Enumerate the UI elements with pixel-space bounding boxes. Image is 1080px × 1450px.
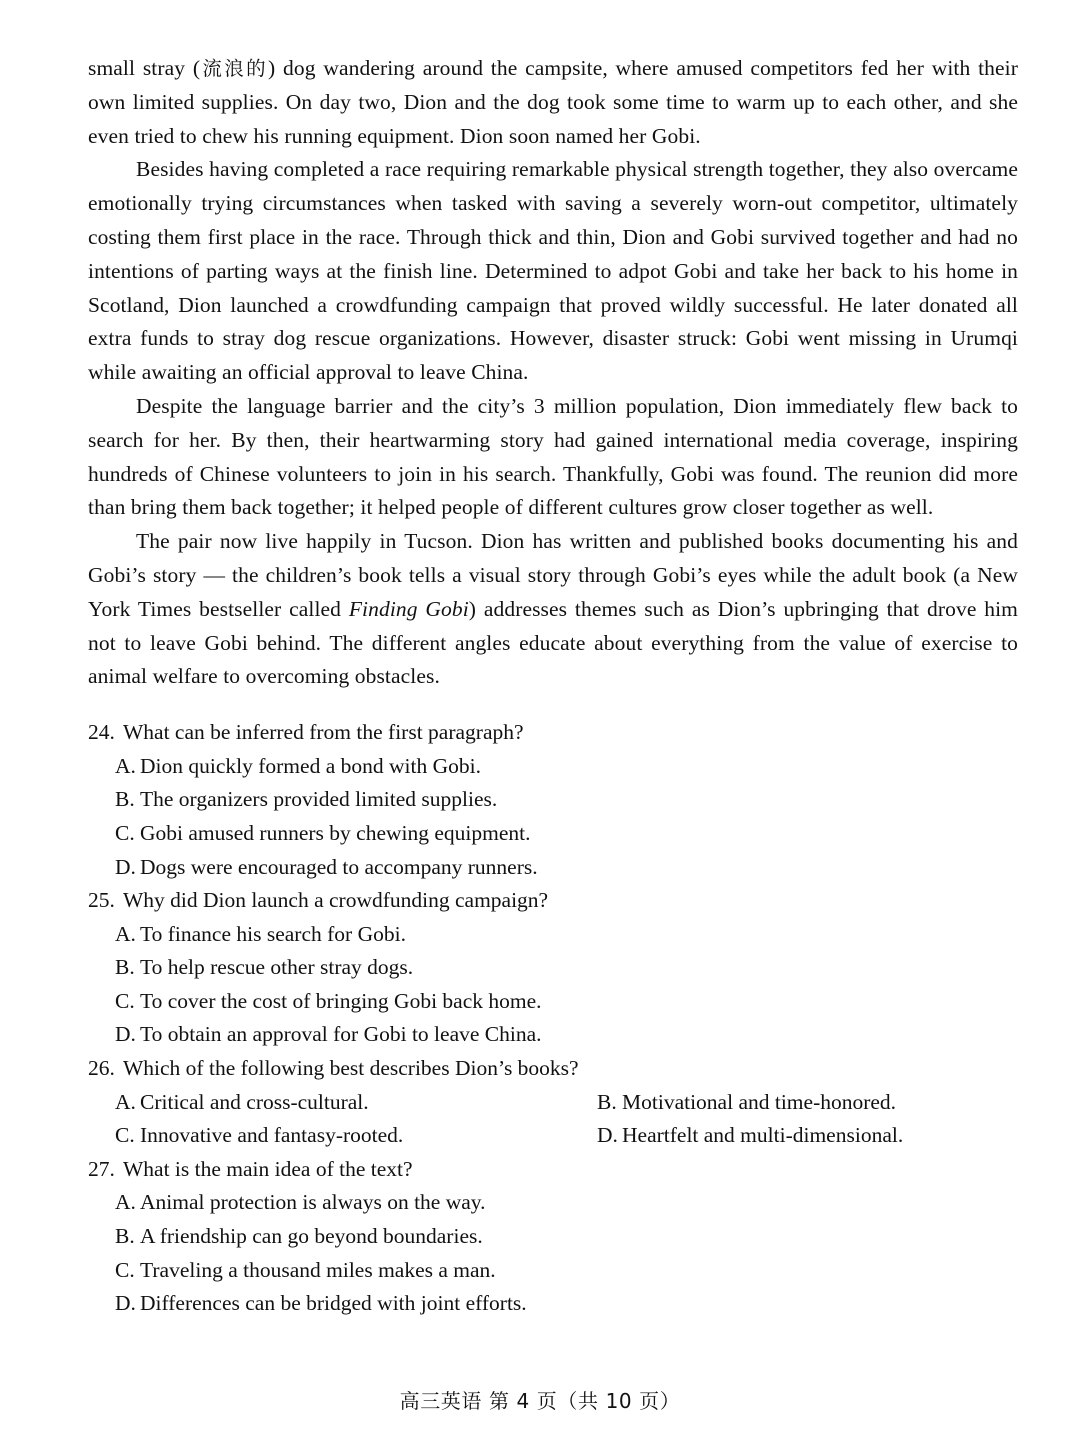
question-26-options-row-1 — [88, 1086, 1018, 1120]
question-24-option-c[interactable] — [88, 817, 1018, 851]
paragraph-text-segment: small stray ( — [88, 56, 201, 80]
question-27-option-c[interactable] — [88, 1254, 1018, 1288]
option-text: Dion quickly formed a bond with Gobi. — [140, 753, 481, 778]
option-letter: D. — [115, 854, 136, 879]
question-24-stem-text: What can be inferred from the first paragraph? — [123, 720, 524, 745]
question-26-number: 26. — [88, 1056, 115, 1081]
footer-text: 高三英语 第 4 页（共 10 页） — [399, 1389, 681, 1413]
reading-passage — [88, 52, 1018, 694]
question-26 — [88, 1052, 1018, 1153]
passage-paragraph-3 — [88, 390, 1018, 525]
question-24-option-a[interactable] — [88, 750, 1018, 784]
passage-paragraph-4 — [88, 525, 1018, 694]
paragraph-text-segment: ) dog wandering around the campsite, where amused competitors fed her with their own limited supplies. On day two, Dion and the dog took some time to warm up to each other, and she even tried to chew his running equipment. Dion soon named her Gobi. — [88, 56, 1018, 148]
option-text: A friendship can go beyond boundaries. — [140, 1224, 483, 1249]
paragraph-text-segment: The pair now live happily in Tucson. Dion has written and published books documenting his and Gobi’s story — the children’s book tells a visual story through Gobi’s eyes while the adult book (a New York Times bestseller called — [88, 529, 1018, 621]
paragraph-text-segment: Despite the language barrier and the city’s 3 million population, Dion immediately flew back to search for her. By then, their heartwarming story had gained international media coverage, inspiring hundreds of Chinese volunteers to join in his search. Thankfully, Gobi was found. The reunion did more than bring them back together; it helped people of different cultures grow closer together as well. — [88, 393, 1018, 520]
option-letter: D. — [115, 1291, 136, 1316]
option-letter: C. — [115, 1123, 135, 1148]
option-text: Differences can be bridged with joint efforts. — [140, 1291, 527, 1316]
question-24 — [88, 716, 1018, 884]
questions-list — [88, 716, 1018, 1321]
option-text: Critical and cross-cultural. — [140, 1089, 369, 1114]
option-letter: B. — [115, 955, 135, 980]
option-text: Heartfelt and multi-dimensional. — [622, 1123, 904, 1148]
option-letter: D. — [115, 1022, 136, 1047]
question-25-stem-text: Why did Dion launch a crowdfunding campaign? — [123, 888, 549, 913]
option-text: Motivational and time-honored. — [622, 1089, 897, 1114]
option-letter: B. — [115, 1224, 135, 1249]
option-text: The organizers provided limited supplies. — [140, 787, 498, 812]
option-letter: A. — [115, 1089, 136, 1114]
option-letter: D. — [597, 1123, 618, 1148]
option-text: To finance his search for Gobi. — [140, 921, 406, 946]
page-footer — [0, 1385, 1080, 1414]
book-title-finding-gobi: Finding Gobi — [348, 596, 469, 621]
option-letter: C. — [115, 988, 135, 1013]
option-letter: A. — [115, 753, 136, 778]
option-letter: A. — [115, 1190, 136, 1215]
option-letter: B. — [597, 1089, 617, 1114]
question-27-number: 27. — [88, 1156, 115, 1181]
question-26-stem-text: Which of the following best describes Dion’s books? — [123, 1056, 579, 1081]
question-26-stem — [88, 1052, 1018, 1086]
question-25-option-a[interactable] — [88, 918, 1018, 952]
question-25-number: 25. — [88, 888, 115, 913]
question-26-option-d[interactable] — [597, 1119, 1018, 1153]
question-25-option-c[interactable] — [88, 985, 1018, 1019]
option-text: Traveling a thousand miles makes a man. — [140, 1257, 496, 1282]
question-24-stem — [88, 716, 1018, 750]
question-27 — [88, 1153, 1018, 1321]
question-25-option-d[interactable] — [88, 1018, 1018, 1052]
question-27-stem-text: What is the main idea of the text? — [123, 1156, 413, 1181]
passage-paragraph-1 — [88, 52, 1018, 153]
question-25-stem — [88, 884, 1018, 918]
passage-paragraph-2 — [88, 153, 1018, 390]
question-25-option-b[interactable] — [88, 951, 1018, 985]
question-27-stem — [88, 1153, 1018, 1187]
question-24-option-b[interactable] — [88, 783, 1018, 817]
option-text: Innovative and fantasy-rooted. — [140, 1123, 404, 1148]
question-27-option-d[interactable] — [88, 1287, 1018, 1321]
question-26-option-a[interactable] — [115, 1086, 597, 1120]
option-letter: A. — [115, 921, 136, 946]
option-text: Gobi amused runners by chewing equipment. — [140, 820, 531, 845]
option-text: To cover the cost of bringing Gobi back home. — [140, 988, 542, 1013]
question-26-option-b[interactable] — [597, 1086, 1018, 1120]
option-letter: C. — [115, 820, 135, 845]
question-26-options-row-2 — [88, 1119, 1018, 1153]
option-letter: C. — [115, 1257, 135, 1282]
option-letter: B. — [115, 787, 135, 812]
question-26-option-c[interactable] — [115, 1119, 597, 1153]
option-text: To help rescue other stray dogs. — [140, 955, 414, 980]
question-27-option-a[interactable] — [88, 1186, 1018, 1220]
option-text: Animal protection is always on the way. — [140, 1190, 486, 1215]
option-text: Dogs were encouraged to accompany runners. — [140, 854, 538, 879]
question-27-option-b[interactable] — [88, 1220, 1018, 1254]
option-text: To obtain an approval for Gobi to leave China. — [140, 1022, 542, 1047]
question-24-option-d[interactable] — [88, 851, 1018, 885]
chinese-gloss: 流浪的 — [200, 57, 269, 80]
question-25 — [88, 884, 1018, 1052]
paragraph-text-segment: Besides having completed a race requiring remarkable physical strength together, they also overcame emotionally trying circumstances when tasked with saving a severely worn-out competitor, ultimately costing them first place in the race. Through thick and thin, Dion and Gobi survived together and had no intentions of parting ways at the finish line. Determined to adpot Gobi and take her back to his home in Scotland, Dion launched a crowdfunding campaign that proved wildly successful. He later donated all extra funds to stray dog rescue organizations. However, disaster struck: Gobi went missing in Urumqi while awaiting an official approval to leave China. — [88, 157, 1018, 385]
question-24-number: 24. — [88, 720, 115, 745]
paragraph-text-segment: ) addresses themes such as Dion’s upbringing that drove him not to leave Gobi behind. The different angles educate about everything from the value of exercise to animal welfare to overcoming obstacles. — [88, 596, 1019, 689]
